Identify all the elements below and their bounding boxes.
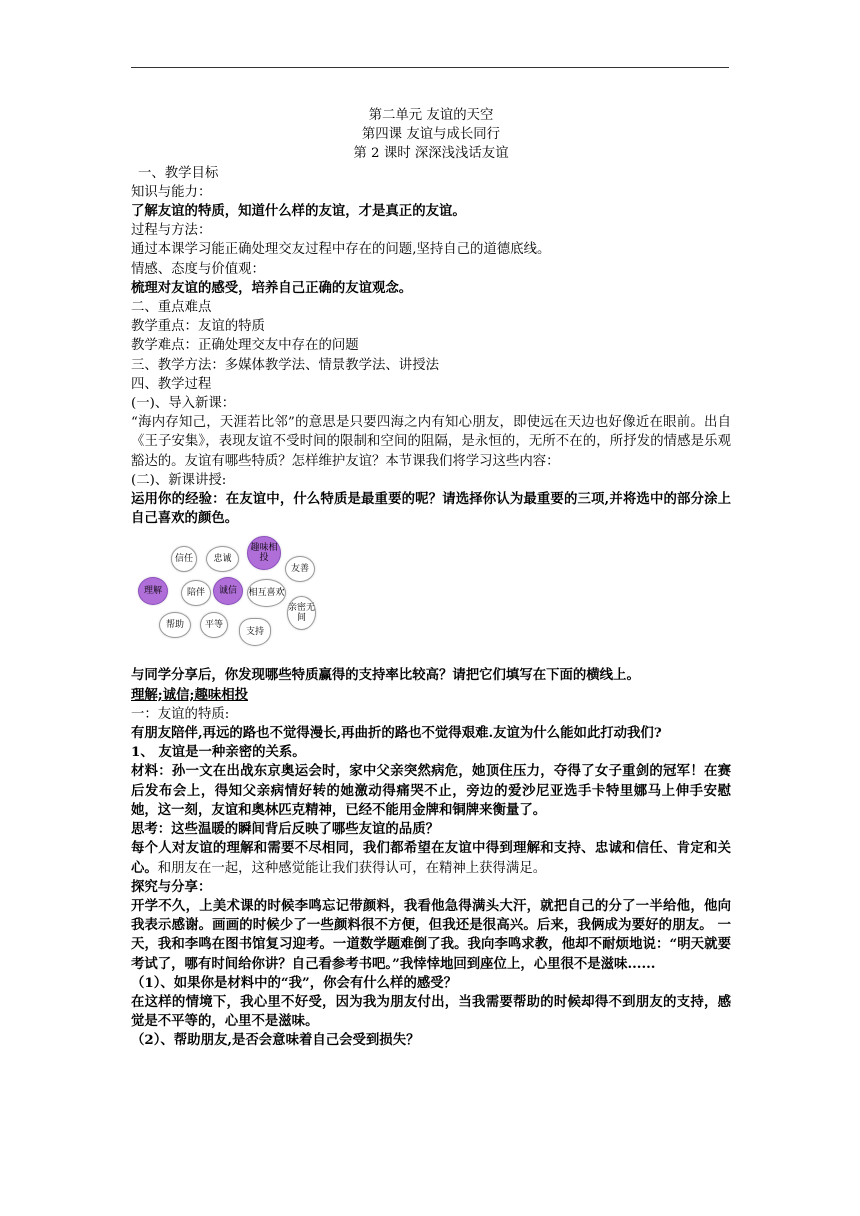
bubble-loyalty: 忠诚 <box>206 546 239 572</box>
key-point: 教学重点：友谊的特质 <box>131 319 265 335</box>
bubble-companionship: 陪伴 <box>181 580 211 606</box>
bubble-intimacy: 亲密无间 <box>287 596 316 630</box>
answer-2-rest: 和朋友在一起，这种感觉能让我们获得认可，在精神上获得满足。 <box>157 860 547 876</box>
think-question: 思考：这些温暖的瞬间背后反映了哪些友谊的品质？ <box>131 821 439 838</box>
bubble-friendly: 友善 <box>285 556 315 582</box>
answer-2 <box>131 839 731 877</box>
process-label: 过程与方法： <box>131 223 212 239</box>
bubble-support: 支持 <box>239 618 271 646</box>
traits-label: 一：友谊的特质: <box>131 706 230 722</box>
intro-label: (一)、导入新课： <box>131 396 236 412</box>
lead-question: 有朋友陪伴,再远的路也不觉得漫长,再曲折的路也不觉得艰难.友谊为什么能如此打动我们? <box>131 725 662 742</box>
friendship-traits-figure <box>131 534 731 666</box>
material-text: 材料：孙一文在出战东京奥运会时，家中父亲突然病危，她顶住压力，夺得了女子重剑的冠军！在赛后发布会上，得知父亲病情好转的她激动得痛哭不止，旁边的爱沙尼亚选手卡特里娜马上伸手安慰她，这一刻，友谊和奥林匹克精神，已经不能用金牌和铜牌来衡量了。 <box>131 763 731 818</box>
unit-title: 第二单元 友谊的天空 <box>368 108 494 123</box>
point-1: 1、 友谊是一种亲密的关系。 <box>131 744 306 761</box>
question-2: （2）、帮助朋友,是否会意味着自己会受到损失？ <box>131 1032 420 1049</box>
bubble-equality: 平等 <box>200 612 228 638</box>
emotion-text: 梳理对友谊的感受，培养自己正确的友谊观念。 <box>131 279 413 296</box>
bubble-trust: 信任 <box>171 546 197 572</box>
difficult-point: 教学难点：正确处理交友中存在的问题 <box>131 338 359 354</box>
emotion-label: 情感、态度与价值观： <box>131 261 265 277</box>
question-1: （1）、如果你是材料中的“我”，你会有什么样的感受？ <box>131 974 458 991</box>
new-lesson-label: (二)、新课讲授: <box>131 472 227 488</box>
knowledge-label: 知识与能力： <box>131 184 212 200</box>
lesson-title: 第四课 友谊与成长同行 <box>361 127 501 143</box>
task-text: 运用你的经验：在友谊中，什么特质是最重要的呢？请选择你认为最重要的三项,并将选中的部分涂上自己喜欢的颜色。 <box>131 491 731 527</box>
section-methods: 三、教学方法：多媒体教学法、情景教学法、讲授法 <box>131 357 439 373</box>
process-text: 通过本课学习能正确处理交友过程中存在的问题,坚持自己的道德底线。 <box>131 242 551 258</box>
explore-label: 探究与分享： <box>131 878 212 895</box>
bubble-mutual-liking: 相互喜欢 <box>247 579 286 607</box>
header-rule <box>131 67 729 68</box>
section-process: 四、教学过程 <box>131 376 212 392</box>
bubble-help: 帮助 <box>159 612 191 638</box>
answer-2-bold: 每个人对友谊的理解和需要不尽相同，我们都希望在友谊中得到理解和支持、忠诚和信任、肯定和关心。 <box>131 840 731 876</box>
share-question: 与同学分享后，你发现哪些特质赢得的支持率比较高？请把它们填写在下面的横线上。 <box>131 667 640 684</box>
bubble-shared-interests: 趣味相投 <box>247 536 281 570</box>
period-title: 第 2 课时 深深浅浅话友谊 <box>353 146 509 162</box>
section-key-points: 二、重点难点 <box>131 300 212 316</box>
knowledge-text: 了解友谊的特质，知道什么样的友谊，才是真正的友谊。 <box>131 203 466 220</box>
bubble-honesty: 诚信 <box>213 577 243 605</box>
intro-text: “海内存知己，天涯若比邻”的意思是只要四海之内有知心朋友，即使远在天边也好像近在眼前。出自《王子安集》，表现友谊不受时间的限制和空间的阻隔，是永恒的，无所不在的，所抒发的情感是乐观豁达的。友谊有哪些特质？怎样维护友谊？本节课我们将学习这些内容： <box>131 415 731 469</box>
story-text: 开学不久，上美术课的时候李鸣忘记带颜料，我看他急得满头大汗，就把自己的分了一半给他，他向我表示感谢。画画的时候少了一些颜料很不方便，但我还是很高兴。后来，我俩成为要好的朋友。 一天，我和李鸣在图书馆复习迎考。一道数学题难倒了我。我向李鸣求教，他却不耐烦地说：“明天就要考试了，哪有时间给你讲？自己看参考书吧。”我悻悻地回到座位上，心里很不是滋味...... <box>131 897 731 972</box>
bubble-understanding: 理解 <box>138 577 168 605</box>
section-objectives: 一、教学目标 <box>138 165 219 181</box>
answer-line: 理解;诚信;趣味相投 <box>131 686 249 703</box>
answer-1: 在这样的情境下，我心里不好受，因为我为朋友付出，当我需要帮助的时候却得不到朋友的支持，感觉是不平等的，心里不是滋味。 <box>131 993 731 1030</box>
document-body <box>131 106 731 1051</box>
